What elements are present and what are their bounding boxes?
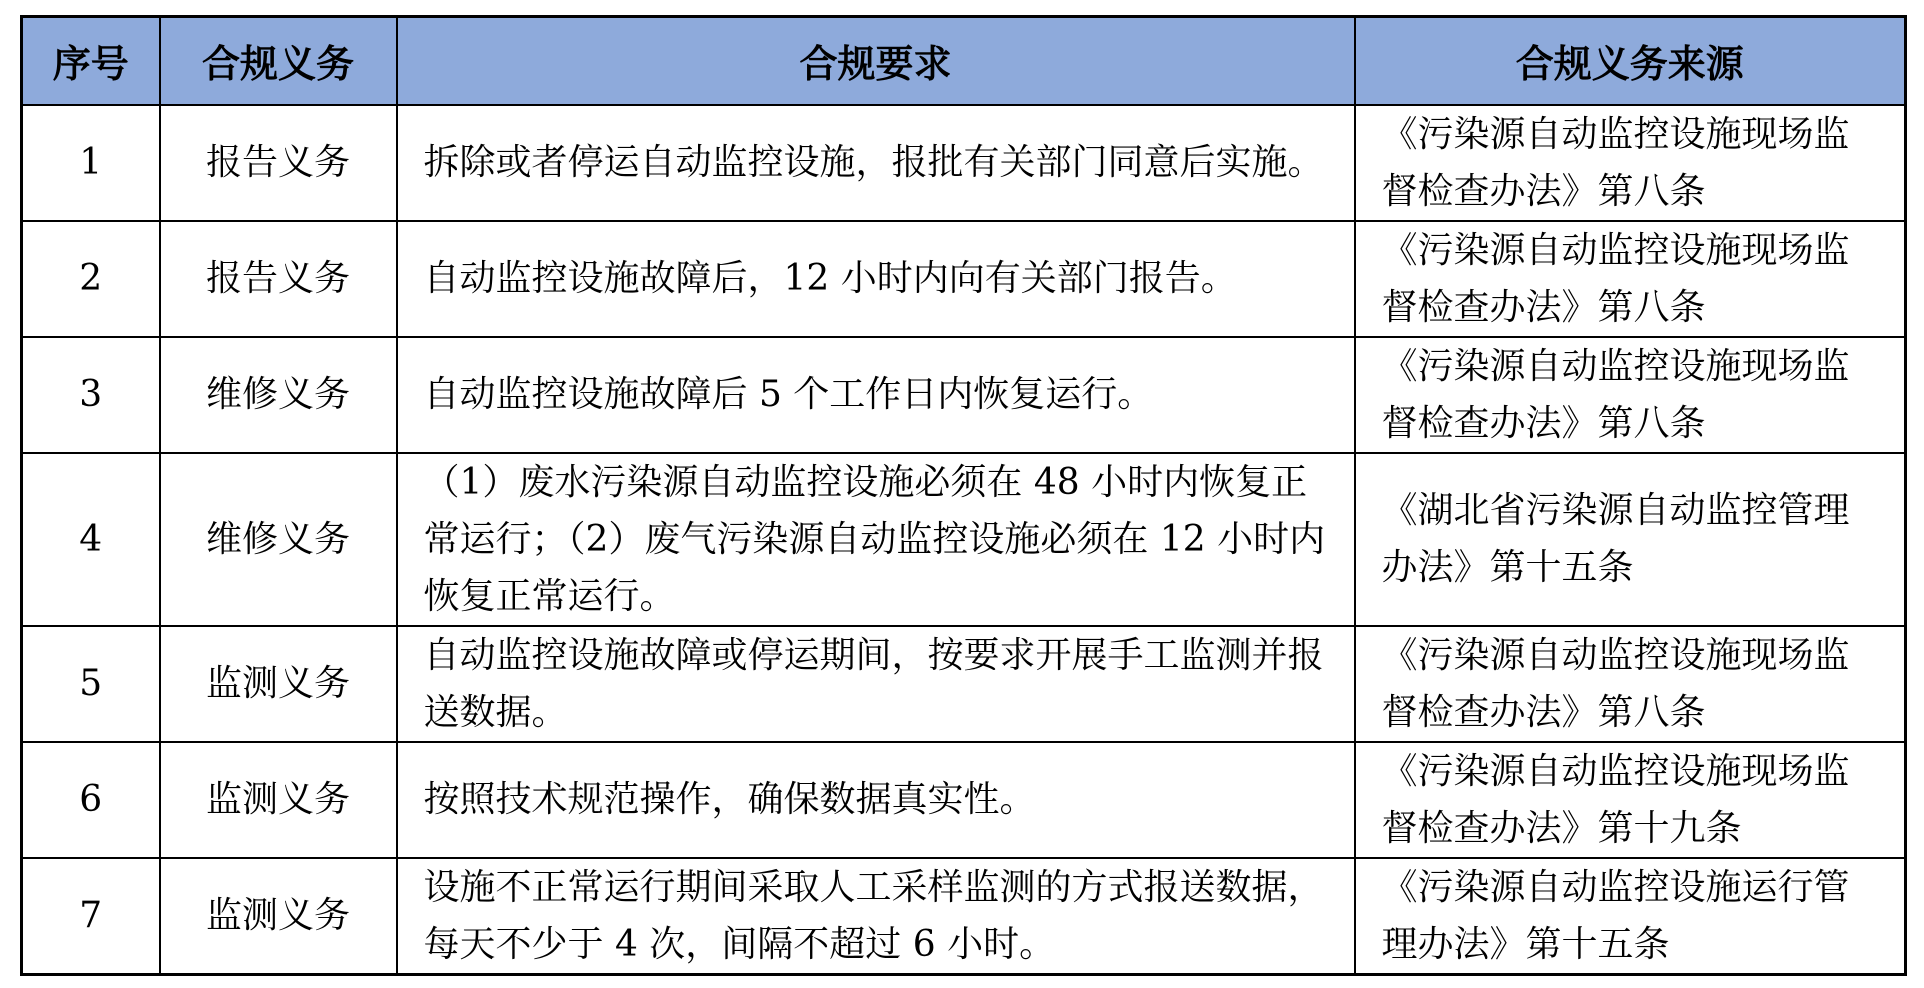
row-obligation: 监测义务 — [160, 858, 397, 975]
row-source: 《污染源自动监控设施现场监督检查办法》第八条 — [1355, 337, 1906, 453]
row-requirement: 自动监控设施故障后，12 小时内向有关部门报告。 — [397, 221, 1355, 337]
compliance-table — [20, 15, 1907, 976]
row-obligation: 监测义务 — [160, 742, 397, 858]
table-row — [22, 105, 1906, 221]
header-requirement: 合规要求 — [397, 17, 1355, 105]
row-requirement: （1）废水污染源自动监控设施必须在 48 小时内恢复正常运行；（2）废气污染源自动监控设施必须在 12 小时内恢复正常运行。 — [397, 453, 1355, 626]
row-obligation: 维修义务 — [160, 337, 397, 453]
row-obligation: 维修义务 — [160, 453, 397, 626]
row-source: 《污染源自动监控设施现场监督检查办法》第十九条 — [1355, 742, 1906, 858]
row-requirement: 自动监控设施故障后 5 个工作日内恢复运行。 — [397, 337, 1355, 453]
row-source: 《污染源自动监控设施现场监督检查办法》第八条 — [1355, 221, 1906, 337]
table-row — [22, 221, 1906, 337]
row-no: 7 — [22, 858, 160, 975]
row-source: 《污染源自动监控设施现场监督检查办法》第八条 — [1355, 626, 1906, 742]
row-no: 5 — [22, 626, 160, 742]
header-no: 序号 — [22, 17, 160, 105]
row-requirement: 拆除或者停运自动监控设施，报批有关部门同意后实施。 — [397, 105, 1355, 221]
header-obligation: 合规义务 — [160, 17, 397, 105]
header-source: 合规义务来源 — [1355, 17, 1906, 105]
row-requirement: 自动监控设施故障或停运期间，按要求开展手工监测并报送数据。 — [397, 626, 1355, 742]
row-no: 1 — [22, 105, 160, 221]
table-row — [22, 742, 1906, 858]
row-source: 《湖北省污染源自动监控管理办法》第十五条 — [1355, 453, 1906, 626]
header-row — [22, 17, 1906, 105]
row-source: 《污染源自动监控设施运行管理办法》第十五条 — [1355, 858, 1906, 975]
row-no: 6 — [22, 742, 160, 858]
row-obligation: 监测义务 — [160, 626, 397, 742]
table-row — [22, 453, 1906, 626]
table-row — [22, 626, 1906, 742]
row-no: 3 — [22, 337, 160, 453]
row-obligation: 报告义务 — [160, 221, 397, 337]
table-row — [22, 858, 1906, 975]
row-obligation: 报告义务 — [160, 105, 397, 221]
row-requirement: 按照技术规范操作，确保数据真实性。 — [397, 742, 1355, 858]
row-requirement: 设施不正常运行期间采取人工采样监测的方式报送数据，每天不少于 4 次，间隔不超过 6 小时。 — [397, 858, 1355, 975]
row-no: 2 — [22, 221, 160, 337]
row-no: 4 — [22, 453, 160, 626]
row-source: 《污染源自动监控设施现场监督检查办法》第八条 — [1355, 105, 1906, 221]
table-row — [22, 337, 1906, 453]
